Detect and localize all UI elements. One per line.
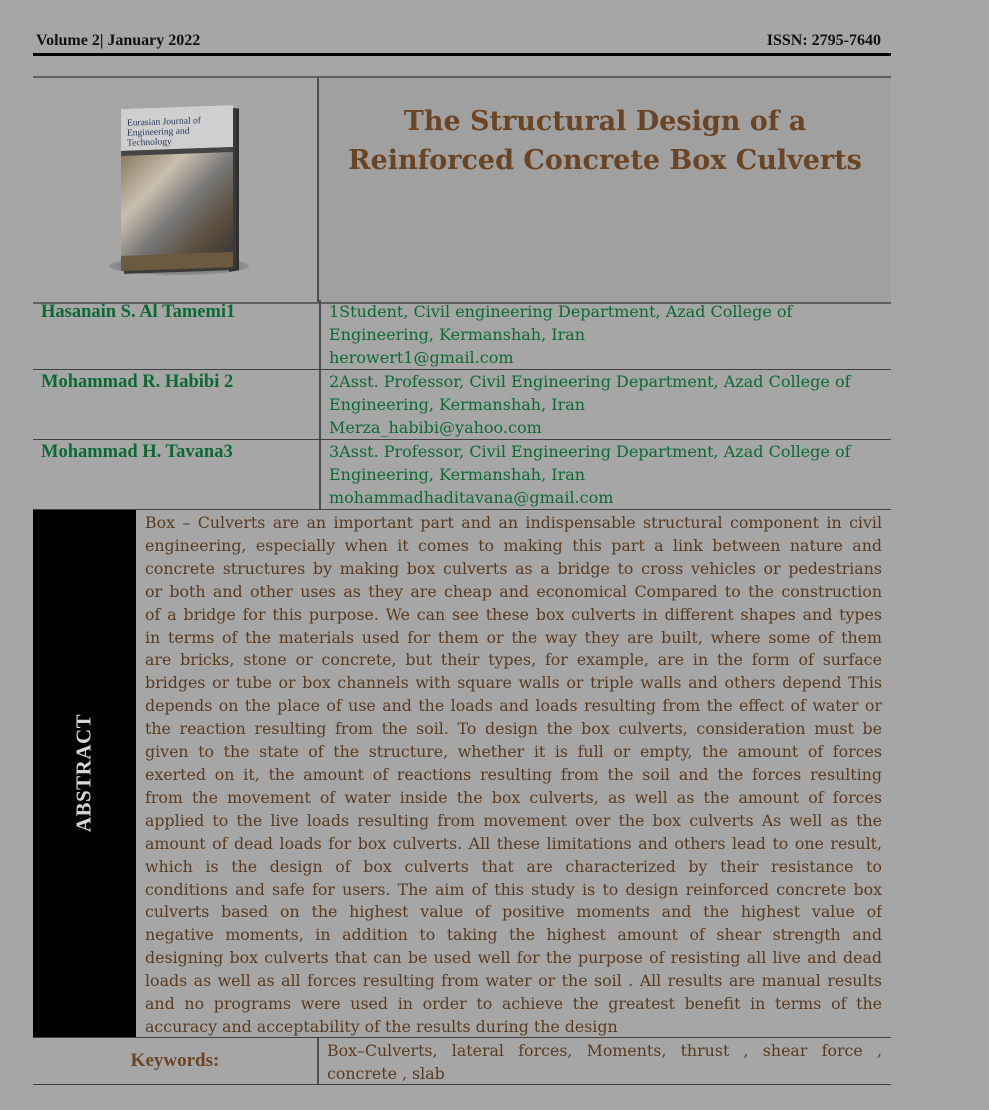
abstract-line: engineering, especially when it comes to making this part a link between nature and <box>145 535 882 555</box>
abstract-line: negative moments, in addition to taking the highest amount of shear strength and <box>145 925 882 945</box>
journal-cover-cell <box>33 78 319 302</box>
keywords-body <box>327 1040 882 1085</box>
abstract-line: the reaction resulting from the soil. To design the box culverts, consideration must be <box>145 719 882 739</box>
abstract-line: which is the design of box culverts that are characterized by their resistance to <box>145 856 882 876</box>
abstract-line: exerted on it, the amount of reactions resulting from the soil and the forces resulting <box>145 764 882 784</box>
abstract-line: are bricks, stone or concrete, but their types, for example, are in the form of surface <box>145 650 882 670</box>
abstract-line: in terms of the materials used for them or the way they are built, where some of them <box>145 627 882 647</box>
abstract-line: loads as well as all forces resulting from water or the soil . All results are manual results <box>145 971 882 991</box>
author-affiliation: 2Asst. Professor, Civil Engineering Department, Azad College of Engineering, Kermanshah, Iran Merza_habibi@yahoo.com <box>319 370 891 439</box>
abstract-line: from the movement of water inside the box culverts, as well as the amount of forces <box>145 787 882 807</box>
abstract-line: applied to the live loads resulting from movement over the box culverts As well as the <box>145 810 882 830</box>
abstract-line: accuracy and acceptability of the results during the design <box>145 1016 618 1036</box>
abstract-line: concrete structures by making box culverts as a bridge to cross vehicles or pedestrians <box>145 558 882 578</box>
abstract-line: amount of dead loads for box culverts. All these limitations and others lead to one result, <box>145 833 882 853</box>
journal-cover-image <box>121 107 237 273</box>
author-name: Mohammad H. Tavana3 <box>41 442 233 462</box>
abstract-line: culverts based on the highest value of positive moments and the highest value of <box>145 902 882 922</box>
keywords-label: Keywords: <box>33 1038 319 1084</box>
title-row <box>33 76 891 304</box>
author-name: Hasanain S. Al Tamemi1 <box>41 302 236 322</box>
abstract-line: designing box culverts that can be used well for the purpose of resisting all live and dead <box>145 948 882 968</box>
author-name: Mohammad R. Habibi 2 <box>41 372 234 392</box>
keywords-line: concrete , slab <box>327 1063 445 1083</box>
issn-label: ISSN: 2795-7640 <box>766 32 881 49</box>
abstract-line: bridges or tube or box channels with square walls or triple walls and others depend This <box>145 673 882 693</box>
keywords-section <box>33 1038 891 1085</box>
author-email[interactable]: Merza_habibi@yahoo.com <box>329 418 542 437</box>
author-affiliation: 1Student, Civil engineering Department, Azad College of Engineering, Kermanshah, Iran herowert1@gmail.com <box>319 300 891 369</box>
abstract-line: of a bridge for this purpose. We can see these box culverts in different shapes and types <box>145 604 882 624</box>
abstract-line: given to the state of the structure, whether it is full or empty, the amount of forces <box>145 742 882 762</box>
paper-title: The Structural Design of a Reinforced Concrete Box Culverts <box>348 106 862 176</box>
abstract-line: Box – Culverts are an important part and an indispensable structural component in civil <box>145 513 882 532</box>
author-row <box>33 300 891 370</box>
author-row <box>33 440 891 510</box>
journal-header-bar <box>33 30 891 56</box>
abstract-label: ABSTRACT <box>71 713 96 833</box>
keywords-line: Box–Culverts, lateral forces, Moments, thrust , shear force , <box>327 1041 882 1060</box>
abstract-line: depends on the place of use and the loads and loads resulting from the effect of water or <box>145 696 882 716</box>
volume-label: Volume 2| January 2022 <box>36 32 201 49</box>
author-email[interactable]: mohammadhaditavana@gmail.com <box>329 488 614 507</box>
abstract-label-cell <box>33 510 136 1037</box>
abstract-line: and no programs were used in order to achieve the greatest benefit in terms of the <box>145 994 882 1014</box>
abstract-section <box>33 510 891 1038</box>
abstract-line: conditions and safe for users. The aim of this study is to design reinforced concrete box <box>145 879 882 899</box>
author-affiliation: 3Asst. Professor, Civil Engineering Department, Azad College of Engineering, Kermanshah, Iran mohammadhaditavana@gmail.com <box>319 440 891 509</box>
author-row <box>33 370 891 440</box>
author-email[interactable]: herowert1@gmail.com <box>329 348 514 367</box>
abstract-body <box>145 512 882 1039</box>
abstract-line: or both and other uses as they are cheap and economical Compared to the construction <box>145 581 882 601</box>
cover-journal-title: Eurasian Journal of Engineering and Technology <box>127 116 201 149</box>
title-cell <box>319 78 891 302</box>
